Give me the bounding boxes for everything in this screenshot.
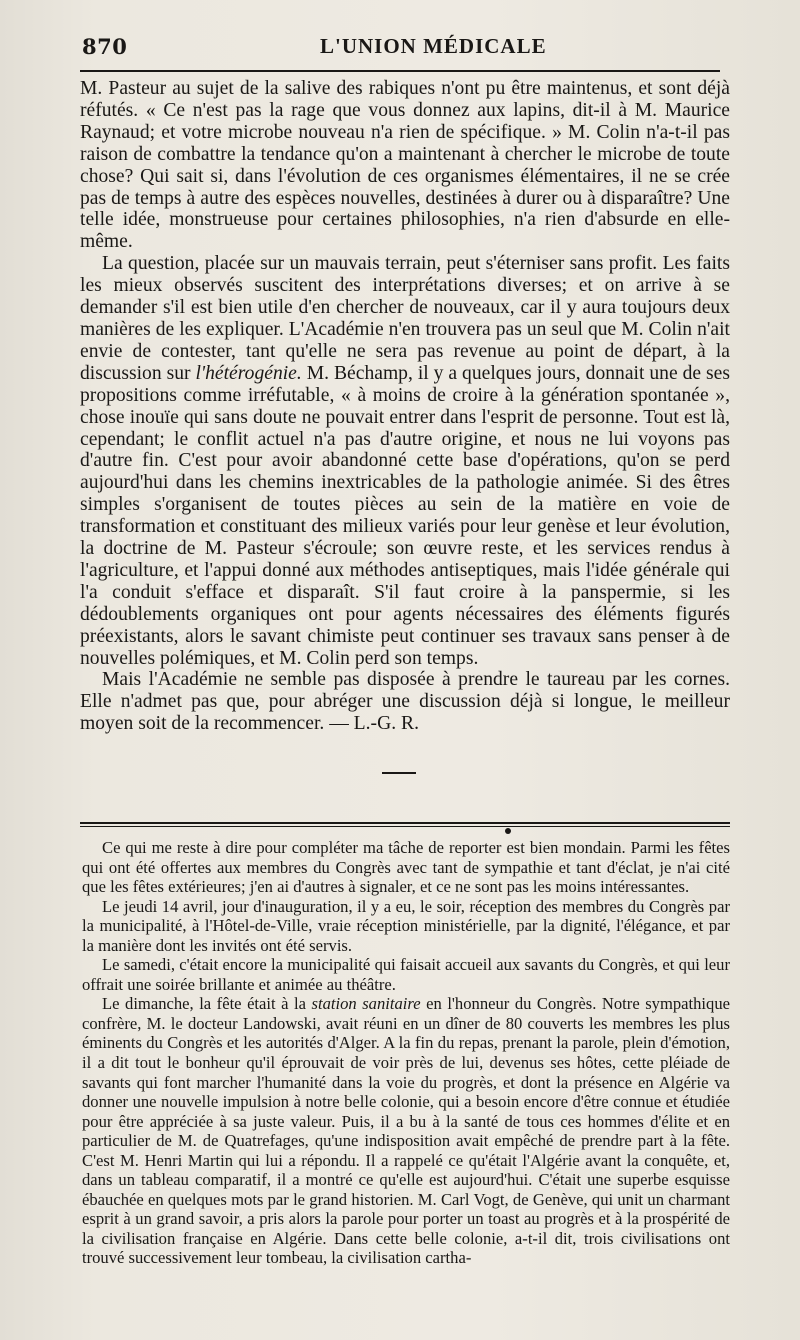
- feuilleton-paragraph: [82, 994, 730, 1268]
- article-paragraph: [80, 253, 730, 669]
- text-segment: Le dimanche, la fête était à la: [102, 994, 312, 1014]
- article-paragraph: [80, 669, 730, 735]
- text-segment: M. Béchamp, il y a quelques jours, donnait une de ses propositions comme irréfutable, « à moins de croire à la génération spontanée », chose inouïe qui sans doute ne pouvait entrer dans l'esprit de personne. Tout est là, cependant; le conflit actuel n'a pas d'autre origine, et nous ne lui voyons pas d'autre fin. C'est pour avoir abandonné cette base d'opérations, qu'on se perd aujourd'hui dans les chemins inextricables de la pathologie animée. Si des êtres simples s'organisent de toutes pièces au sein de la matière en voie de transformation et constituant des milieux variés pour leur genèse et leur évolution, la doctrine de M. Pasteur s'écroule; son œuvre reste, et les services rendus à l'agriculture, et l'appui donné aux méthodes antiseptiques, mais l'idée générale qui l'a conduit s'efface et disparaît. S'il faut croire à la panspermie, si les dédoublements organiques ont pour agents nécessaires des éléments figurés préexistants, alors le savant chimiste peut continuer ses travaux sans penser à de nouvelles polémiques, et M. Colin perd son temps.: [80, 362, 730, 669]
- text-segment: La question, placée sur un mauvais terrain, peut s'éterniser sans profit. Les faits les mieux observés suscitent des interprétations diverses; et on arrive à se demander s'il est bien utile d'en chercher de nouveaux, car il y aura toujours deux manières de les expliquer. L'Académie n'en trouvera pas un seul que M. Colin n'ait envie de contester, tant qu'elle ne sera pas revenue au point de départ, à la discussion sur: [80, 253, 730, 384]
- feuilleton-paragraph: [82, 838, 730, 897]
- feuilleton-paragraph: [82, 955, 730, 994]
- page-header: [0, 28, 800, 68]
- signoff-rule: [382, 772, 416, 774]
- text-segment: Ce qui me reste à dire pour compléter ma tâche de reporter est bien mondain. Parmi les fêtes qui ont été offertes aux membres du Congrès avec tant de sympathie et tant d'éclat, je n'ai cité que les fêtes extérieures; j'en ai d'autres à signaler, et ce ne sont pas les moins intéressantes.: [82, 838, 730, 897]
- page-number: 870: [82, 34, 128, 59]
- feuilleton-divider: [80, 822, 730, 824]
- text-segment: Le samedi, c'était encore la municipalité qui faisait accueil aux savants du Congrès, et qui leur offrait une soirée brillante et animée au théâtre.: [82, 955, 730, 994]
- italic-segment: l'hétérogénie.: [195, 362, 302, 384]
- feuilleton-mark: [505, 828, 511, 834]
- article-paragraph: [80, 78, 730, 253]
- text-segment: Mais l'Académie ne semble pas disposée à prendre le taureau par les cornes. Elle n'admet pas que, pour abréger une discussion déjà si longue, le meilleur moyen soit de la recommencer. — L.-G. R.: [80, 669, 730, 735]
- main-article: [80, 78, 730, 735]
- text-segment: M. Pasteur au sujet de la salive des rabiques n'ont pu être maintenus, et sont déjà réfutés. « Ce n'est pas la rage que vous donnez aux lapins, dit-il à M. Maurice Raynaud; et votre microbe nouveau n'a rien de spécifique. » M. Colin n'a-t-il pas raison de combattre la tendance qu'on a maintenant à chercher le microbe de toute chose? Qui sait si, dans l'évolution de ces organismes élémentaires, il ne se crée pas de temps à autre des espèces nouvelles, destinées à durer ou à disparaître? Une telle idée, monstrueuse pour certaines philosophies, n'a rien d'absurde en elle-même.: [80, 78, 730, 253]
- feuilleton-paragraph: [82, 897, 730, 956]
- text-segment: Le jeudi 14 avril, jour d'inauguration, il y a eu, le soir, réception des membres du Congrès par la municipalité, à l'Hôtel-de-Ville, vraie réception ministérielle, par la dignité, l'élégance, et par la manière dont les invités ont été servis.: [82, 896, 730, 955]
- feuilleton-divider-thin: [80, 826, 730, 827]
- feuilleton-section: [82, 838, 730, 1268]
- header-rule: [80, 70, 720, 72]
- running-title: L'UNION MÉDICALE: [320, 34, 547, 58]
- italic-segment: station sanitaire: [311, 994, 421, 1014]
- text-segment: en l'honneur du Congrès. Notre sympathique confrère, M. le docteur Landowski, avait réuni en un dîner de 80 couverts les membres les plus éminents du Congrès et les autorités d'Alger. A la fin du repas, prenant la parole, plein d'émotion, il a dit tout le bonheur qu'il éprouvait de voir près de lui, devenus ses hôtes, cette pléiade de savants qui font marcher l'humanité dans la voie du progrès, et dont la présence en Algérie va donner une nouvelle impulsion à notre belle colonie, qui a besoin encore d'être connue et étudiée pour être appréciée à sa juste valeur. Puis, il a bu à la santé de tous ces hommes d'élite et en particulier de M. de Quatrefages, qu'une indisposition avait empêché de prendre part à la fête. C'est M. Henri Martin qui lui a répondu. Il a rappelé ce qu'était l'Algérie avant la conquête, et, dans un tableau comparatif, il a montré ce qu'elle est aujourd'hui. C'était une superbe esquisse ébauchée en quelques mots par le grand historien. M. Carl Vogt, de Genève, qui unit un charmant esprit à un grand savoir, a pris alors la parole pour porter un toast au progrès et à la prospérité de la civilisation française en Algérie. Dans cette belle colonie, a-t-il dit, trois civilisations ont trouvé successivement leur tombeau, la civilisation cartha-: [82, 994, 731, 1268]
